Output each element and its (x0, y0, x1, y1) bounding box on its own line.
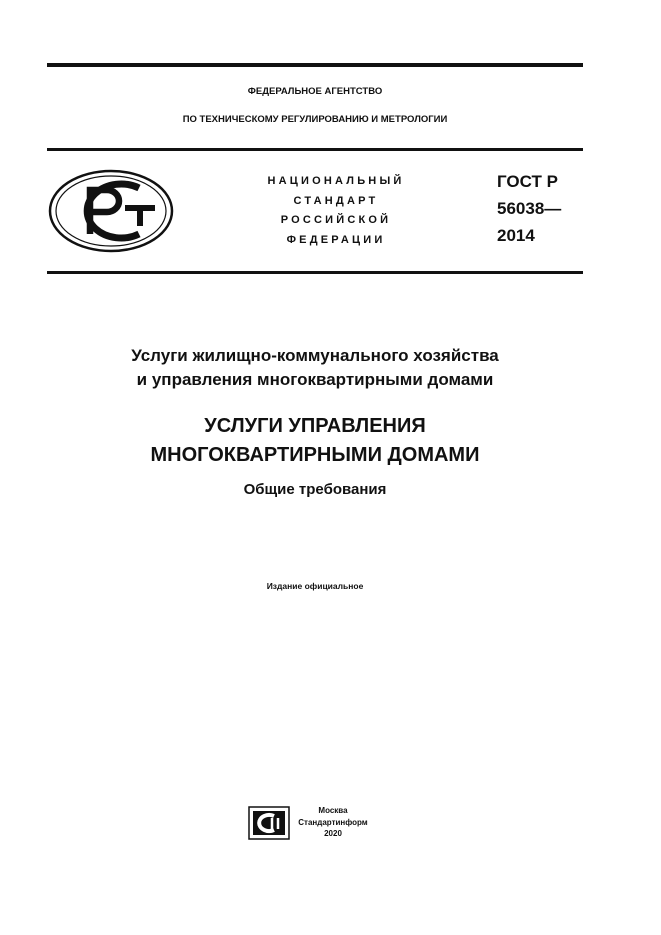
series-title (47, 344, 583, 392)
standard-type-line3: РОССИЙСКОЙ (280, 214, 392, 226)
designation-line3: 2014 (497, 226, 535, 245)
header-bottom-rule (47, 271, 583, 274)
standard-type-line4: ФЕДЕРАЦИИ (286, 233, 386, 246)
document-title (47, 412, 583, 470)
edition-note: Издание официальное (266, 581, 364, 591)
top-rule (47, 63, 583, 67)
rst-certification-mark-icon (47, 168, 175, 254)
publisher-block (292, 805, 374, 840)
standard-type-line2: СТАНДАРТ (293, 194, 379, 207)
standard-type-line1: НАЦИОНАЛЬНЫЙ (267, 175, 405, 187)
document-title-line2: МНОГОКВАРТИРНЫМИ ДОМАМИ (150, 444, 480, 466)
document-title-line1: УСЛУГИ УПРАВЛЕНИЯ (204, 415, 426, 437)
publisher-city: Москва (318, 806, 348, 815)
designation-line2: 56038— (497, 199, 562, 218)
agency-name-line2: ПО ТЕХНИЧЕСКОМУ РЕГУЛИРОВАНИЮ И МЕТРОЛОГИИ (182, 114, 448, 125)
designation-line1: ГОСТ Р (497, 172, 558, 191)
publication-year: 2020 (324, 829, 342, 838)
standartinform-logo-icon (248, 806, 290, 840)
series-title-line1: Услуги жилищно-коммунального хозяйства (131, 346, 499, 365)
series-title-line2: и управления многоквартирными домами (136, 370, 494, 389)
document-subtitle: Общие требования (243, 481, 387, 498)
standard-designation (497, 168, 561, 249)
header-rule (47, 148, 583, 151)
publisher-name: Стандартинформ (298, 817, 368, 827)
agency-name-line1: ФЕДЕРАЛЬНОЕ АГЕНТСТВО (247, 86, 383, 97)
standard-type (236, 172, 436, 250)
